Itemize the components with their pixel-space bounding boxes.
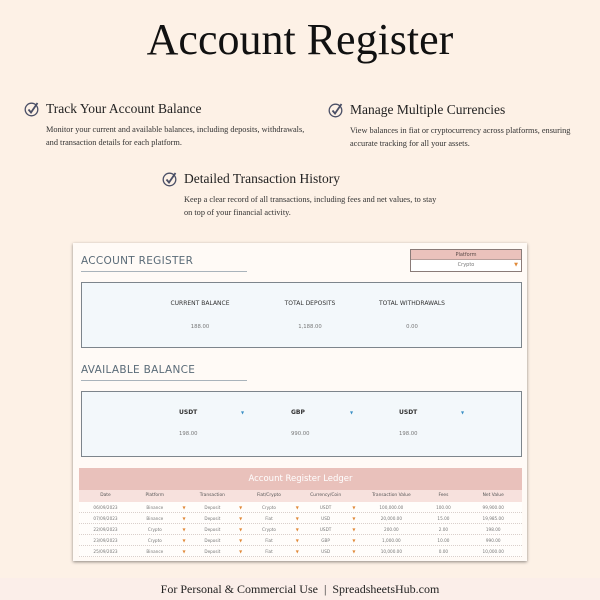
currency-balance-3: USDT ▼ 198.00 <box>399 409 465 437</box>
dropdown-arrow-icon[interactable]: ▼ <box>350 410 354 415</box>
dropdown-arrow-icon[interactable]: ▼ <box>241 410 245 415</box>
dropdown-arrow-icon[interactable]: ▼ <box>182 538 186 543</box>
currency-balance-1: USDT ▼ 198.00 <box>179 409 245 437</box>
current-balance-stat: CURRENT BALANCE 188.00 <box>170 300 230 330</box>
dropdown-arrow-icon[interactable]: ▼ <box>182 549 186 554</box>
page-title: Account Register <box>146 15 454 64</box>
dropdown-arrow-icon[interactable]: ▼ <box>239 505 243 510</box>
feature-description: View balances in fiat or cryptocurrency across platforms, ensuring accurate tracking for all your assets. <box>350 126 571 148</box>
dropdown-arrow-icon[interactable]: ▼ <box>182 505 186 510</box>
dropdown-arrow-icon[interactable]: ▼ <box>295 527 299 532</box>
ledger-title: Account Register Ledger <box>79 468 522 490</box>
platform-value: Crypto <box>457 262 475 268</box>
dropdown-arrow-icon[interactable]: ▼ <box>239 527 243 532</box>
heading-underline <box>81 380 247 381</box>
footer: For Personal & Commercial Use | SpreadsheetsHub.com <box>0 578 600 600</box>
ledger-body <box>79 502 522 557</box>
dropdown-arrow-icon[interactable]: ▼ <box>352 538 356 543</box>
table-row: 25/09/2023 Binance ▼ Deposit ▼ Fiat ▼ USD ▼ 10,000.00 0.00 10,000.00 <box>79 546 522 557</box>
spreadsheet-preview <box>73 243 527 561</box>
dropdown-arrow-icon[interactable]: ▼ <box>182 516 186 521</box>
dropdown-arrow-icon[interactable]: ▼ <box>352 527 356 532</box>
dropdown-arrow-icon[interactable]: ▼ <box>295 549 299 554</box>
dropdown-arrow-icon[interactable]: ▼ <box>239 549 243 554</box>
feature-track-balance <box>24 101 324 149</box>
dropdown-arrow-icon[interactable]: ▼ <box>239 516 243 521</box>
platform-selector[interactable] <box>410 249 522 272</box>
feature-title: Track Your Account Balance <box>46 101 202 116</box>
dropdown-arrow-icon[interactable]: ▼ <box>352 516 356 521</box>
dropdown-arrow-icon[interactable]: ▼ <box>295 505 299 510</box>
dropdown-arrow-icon[interactable]: ▼ <box>295 516 299 521</box>
account-register-heading: ACCOUNT REGISTER <box>81 255 194 267</box>
table-row: 06/09/2023 Binance ▼ Deposit ▼ Crypto ▼ USDT ▼ 100,000.00 100.00 99,900.00 <box>79 502 522 513</box>
check-circle-icon <box>328 102 344 118</box>
currency-balance-2: GBP ▼ 990.00 <box>291 409 354 437</box>
dropdown-arrow-icon[interactable]: ▼ <box>239 538 243 543</box>
dropdown-arrow-icon[interactable]: ▼ <box>514 262 518 268</box>
total-withdrawals-stat: TOTAL WITHDRAWALS 0.00 <box>378 300 445 330</box>
table-row: 22/09/2023 Crypto ▼ Deposit ▼ Crypto ▼ USDT ▼ 200.00 2.00 198.00 <box>79 524 522 535</box>
dropdown-arrow-icon[interactable]: ▼ <box>461 410 465 415</box>
platform-label: Platform <box>411 250 521 260</box>
heading-underline <box>81 271 247 272</box>
dropdown-arrow-icon[interactable]: ▼ <box>352 549 356 554</box>
feature-transaction-history <box>162 171 462 219</box>
available-balance-heading: AVAILABLE BALANCE <box>81 364 196 376</box>
table-row: 07/09/2023 Binance ▼ Deposit ▼ Fiat ▼ USD ▼ 20,000.00 15.00 19,985.00 <box>79 513 522 524</box>
dropdown-arrow-icon[interactable]: ▼ <box>182 527 186 532</box>
feature-title: Detailed Transaction History <box>184 171 340 186</box>
check-circle-icon <box>162 171 178 187</box>
feature-title: Manage Multiple Currencies <box>350 102 506 117</box>
feature-description: Monitor your current and available balances, including deposits, withdrawals, and transaction details for each platform. <box>46 125 305 147</box>
available-balance-panel <box>81 391 522 457</box>
table-row: 23/09/2023 Crypto ▼ Deposit ▼ Fiat ▼ GBP ▼ 1,000.00 10.00 990.00 <box>79 535 522 546</box>
summary-panel <box>81 282 522 348</box>
feature-description: Keep a clear record of all transactions, including fees and net values, to stay on top of your financial activity. <box>184 195 437 217</box>
ledger-header-row: Date Platform Transaction Fiat/Crypto Currency/Coin Transaction Value Fees Net Value <box>79 490 522 502</box>
total-deposits-stat: TOTAL DEPOSITS 1,188.00 <box>284 300 336 330</box>
dropdown-arrow-icon[interactable]: ▼ <box>295 538 299 543</box>
dropdown-arrow-icon[interactable]: ▼ <box>352 505 356 510</box>
check-circle-icon <box>24 101 40 117</box>
feature-multiple-currencies <box>328 102 588 150</box>
